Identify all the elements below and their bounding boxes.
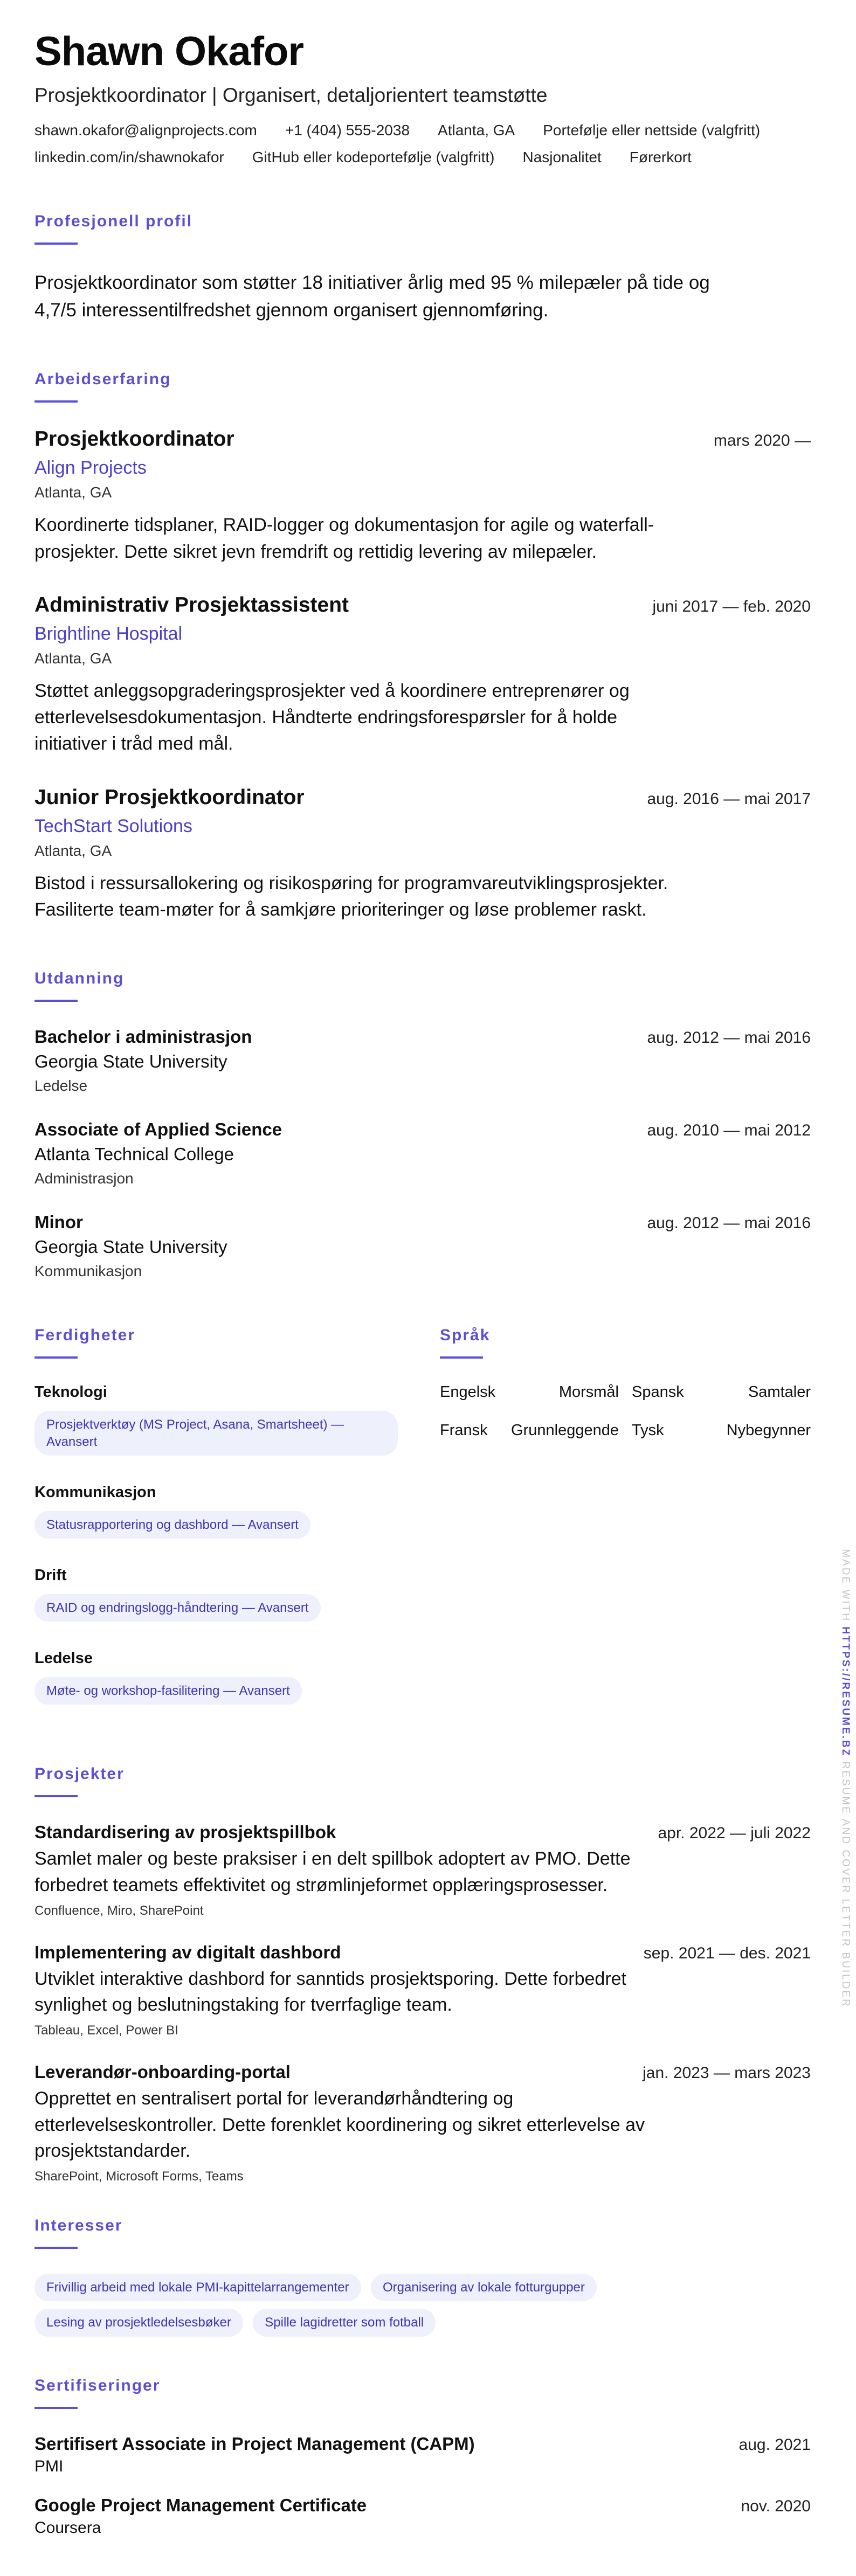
language-item [632,1422,811,1439]
skills-languages-section [34,1326,811,1733]
project-description: Opprettet en sentralisert portal for leverandørhåndtering og etterlevelseskontroller. Dette forenklet koordinering og sikret etterlevelse av prosjektstandarder. [34,2088,645,2161]
contact-phone[interactable]: +1 (404) 555-2038 [285,121,410,139]
section-divider [34,1356,78,1359]
contact-github[interactable]: GitHub eller kodeportefølje (valgfritt) [252,148,495,165]
section-title: Profesjonell profil [34,212,193,230]
section-divider [34,1795,78,1797]
education-area: Ledelse [34,1077,88,1095]
project-name: Standardisering av prosjektspillbok [34,1822,336,1843]
section-title: Språk [440,1326,491,1345]
contact-list [34,122,811,166]
job-location: Atlanta, GA [34,842,112,859]
job-dates: aug. 2016 — mai 2017 [647,790,811,808]
skills-column [34,1326,405,1733]
project-dates: jan. 2023 — mars 2023 [643,2064,811,2082]
job-company: Brightline Hospital [34,623,183,644]
education-dates: aug. 2010 — mai 2012 [647,1121,811,1140]
contact-email[interactable]: shawn.okafor@alignprojects.com [34,121,257,139]
project-keywords: Tableau, Excel, Power BI [34,2023,178,2038]
project-entry [34,1942,811,2039]
interests-section [34,2217,811,2344]
project-keywords: Confluence, Miro, SharePoint [34,1903,204,1918]
education-degree: Bachelor i administrasjon [34,1027,252,1047]
project-name: Leverandør-onboarding-portal [34,2062,291,2082]
certification-date: nov. 2020 [741,2497,811,2515]
job-entry [34,593,811,758]
projects-section [34,1765,811,2184]
candidate-name: Shawn Okafor [34,29,303,74]
contact-portfolio[interactable]: Portefølje eller nettside (valgfritt) [543,121,761,139]
skill-chip: Statusrapportering og dashbord — Avansert [34,1511,310,1539]
job-company: Align Projects [34,458,147,479]
certification-issuer: PMI [34,2457,64,2475]
certification-name: Google Project Management Certificate [34,2495,367,2515]
interest-chip: Organisering av lokale fotturgupper [371,2274,597,2301]
section-divider [34,2407,78,2409]
language-level: Nybegynner [726,1422,811,1439]
project-description: Utviklet interaktive dashbord for sanntids prosjektsporing. Dette forbedret synlighet og beslutningstaking for tverrfaglige team. [34,1968,626,2016]
job-description: Bistod i ressursallokering og risikospøring for programvareutviklingsprosjekter. Fasiliterte team-møter for å samkjøre prioriteringer og løse problemer raskt. [34,872,668,920]
job-dates: juni 2017 — feb. 2020 [652,597,811,615]
interest-chip: Spille lagidretter som fotball [253,2309,436,2336]
skill-category [34,1484,405,1546]
section-divider [34,400,78,403]
languages-column [440,1326,811,1733]
skill-chip: RAID og endringslogg-håndtering — Avansert [34,1594,321,1622]
skill-category-name: Teknologi [34,1383,107,1401]
credit-link[interactable]: HTTPS://RESUME.BZ [840,1626,851,1757]
certification-date: aug. 2021 [738,2435,811,2454]
project-dates: apr. 2022 — juli 2022 [658,1824,811,1843]
skill-category-name: Ledelse [34,1650,93,1667]
job-company: TechStart Solutions [34,815,192,836]
job-location: Atlanta, GA [34,649,112,667]
certification-entry [34,2495,811,2537]
profile-section [34,212,811,324]
resume-page [34,30,811,2557]
experience-section [34,370,811,923]
education-dates: aug. 2012 — mai 2016 [647,1029,811,1047]
section-divider [34,243,78,245]
skill-chip: Møte- og workshop-fasilitering — Avansert [34,1677,302,1705]
job-title: Prosjektkoordinator [34,427,234,451]
section-divider [34,2247,78,2249]
project-name: Implementering av digitalt dashbord [34,1942,341,1962]
education-school: Georgia State University [34,1051,227,1072]
certification-name: Sertifisert Associate in Project Management (CAPM) [34,2433,475,2454]
education-school: Atlanta Technical College [34,1144,234,1165]
contact-linkedin[interactable]: linkedin.com/in/shawnokafor [34,148,224,165]
section-title: Ferdigheter [34,1326,136,1345]
education-degree: Minor [34,1212,83,1232]
section-divider [34,1000,78,1002]
education-degree: Associate of Applied Science [34,1119,282,1140]
job-dates: mars 2020 — [713,432,811,450]
education-entry [34,1119,811,1187]
job-location: Atlanta, GA [34,484,112,501]
project-dates: sep. 2021 — des. 2021 [643,1944,811,1962]
contact-nationality: Nasjonalitet [522,148,602,165]
skill-category-name: Drift [34,1566,67,1584]
education-area: Kommunikasjon [34,1263,142,1280]
resume-header [34,30,811,166]
education-entry [34,1027,811,1095]
education-section [34,970,811,1280]
education-area: Administrasjon [34,1170,134,1187]
language-level: Grunnleggende [511,1422,619,1439]
section-title: Arbeidserfaring [34,370,171,389]
skill-category-name: Kommunikasjon [34,1483,156,1501]
skill-chip: Prosjektverktøy (MS Project, Asana, Smartsheet) — Avansert [34,1411,398,1455]
language-level: Samtaler [748,1383,811,1401]
section-title: Interesser [34,2217,123,2235]
candidate-headline: Prosjektkoordinator | Organisert, detaljorientert teamstøtte [34,84,548,106]
job-title: Junior Prosjektkoordinator [34,785,305,809]
job-entry [34,786,811,924]
interest-list [34,2274,811,2344]
skill-category [34,1567,405,1629]
language-name: Engelsk [440,1383,496,1401]
certifications-section [34,2377,811,2537]
language-list [440,1383,811,1439]
language-item [440,1383,619,1401]
contact-license: Førerkort [629,148,692,165]
education-school: Georgia State University [34,1237,227,1257]
interest-chip: Frivillig arbeid med lokale PMI-kapittelarrangementer [34,2274,361,2301]
profile-summary: Prosjektkoordinator som støtter 18 initiativer årlig med 95 % milepæler på tide og 4,7/5 interessentilfredshet gjennom organisert gjennomføring. [34,272,710,321]
credit-suffix: RESUME AND COVER LETTER BUILDER [840,1761,851,2008]
job-entry [34,427,811,565]
section-title: Sertifiseringer [34,2376,161,2394]
certification-entry [34,2434,811,2476]
credit-prefix: MADE WITH [840,1549,851,1622]
section-title: Utdanning [34,970,125,988]
language-name: Fransk [440,1422,488,1439]
certification-issuer: Coursera [34,2518,101,2537]
section-title: Prosjekter [34,1765,125,1783]
section-divider [440,1356,483,1359]
job-description: Støttet anleggsopgraderingsprosjekter ved å koordinere entreprenører og etterlevelsesdokumentasjon. Håndterte endringsforespørsler for å holde initiativer i tråd med mål. [34,680,630,754]
interest-chip: Lesing av prosjektledelsesbøker [34,2309,243,2336]
contact-location: Atlanta, GA [438,121,515,139]
education-entry [34,1212,811,1280]
project-keywords: SharePoint, Microsoft Forms, Teams [34,2169,244,2184]
project-entry [34,1822,811,1919]
language-level: Morsmål [558,1383,619,1401]
language-item [632,1383,811,1401]
language-item [440,1422,619,1439]
project-description: Samlet maler og beste praksiser i en delt spillbok adoptert av PMO. Dette forbedret teamets effektivitet og strømlinjeformet opplæringsprosesser. [34,1848,631,1895]
skill-category [34,1650,405,1712]
language-name: Spansk [632,1383,684,1401]
project-entry [34,2062,811,2184]
education-dates: aug. 2012 — mai 2016 [647,1214,811,1232]
job-description: Koordinerte tidsplaner, RAID-logger og dokumentasjon for agile og waterfall-prosjekter. Dette sikret jevn fremdrift og rettidig levering av milepæler. [34,515,654,562]
builder-credit [839,1549,852,2008]
skill-category [34,1383,405,1463]
job-title: Administrativ Prosjektassistent [34,593,349,617]
language-name: Tysk [632,1422,664,1439]
